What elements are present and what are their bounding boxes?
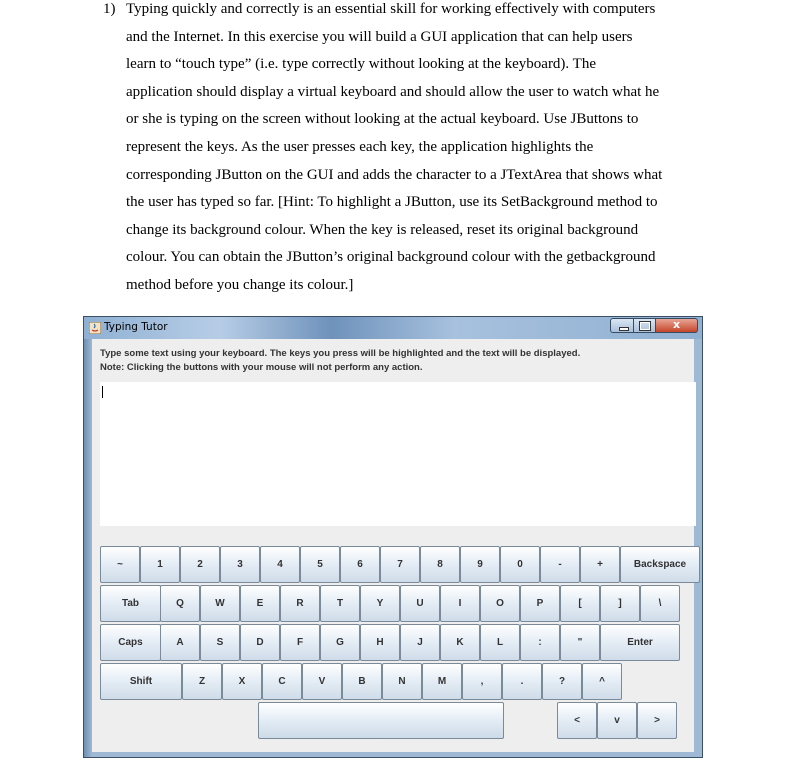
key-period[interactable]: .: [502, 663, 542, 700]
key-enter[interactable]: Enter: [600, 624, 680, 661]
key-k[interactable]: K: [440, 624, 480, 661]
key-minus[interactable]: -: [540, 546, 580, 583]
key-right-bracket[interactable]: ]: [600, 585, 640, 622]
key-8[interactable]: 8: [420, 546, 460, 583]
question-line: change its background colour. When the key is released, reset its original background: [126, 221, 639, 238]
question-line: method before you change its colour.]: [126, 277, 354, 293]
key-colon[interactable]: :: [520, 624, 560, 661]
key-plus[interactable]: +: [580, 546, 620, 583]
question-line: or she is typing on the screen without looking at the actual keyboard. Use JButtons to: [126, 111, 639, 128]
key-tilde[interactable]: ~: [100, 546, 140, 583]
typing-tutor-window: [83, 316, 703, 758]
key-7[interactable]: 7: [380, 546, 420, 583]
question-line: corresponding JButton on the GUI and adds the character to a JTextArea that shows what: [126, 166, 663, 183]
key-left-arrow[interactable]: <: [557, 702, 597, 739]
key-0[interactable]: 0: [500, 546, 540, 583]
key-t[interactable]: T: [320, 585, 360, 622]
key-quote[interactable]: ": [560, 624, 600, 661]
key-2[interactable]: 2: [180, 546, 220, 583]
minimize-button[interactable]: [610, 318, 634, 333]
key-g[interactable]: G: [320, 624, 360, 661]
close-icon: x: [672, 318, 681, 331]
question-line: Typing quickly and correctly is an essential skill for working effectively with computers: [126, 1, 656, 17]
key-a[interactable]: A: [160, 624, 200, 661]
key-l[interactable]: L: [480, 624, 520, 661]
title-bar[interactable]: [84, 317, 702, 339]
key-n[interactable]: N: [382, 663, 422, 700]
key-f[interactable]: F: [280, 624, 320, 661]
key-r[interactable]: R: [280, 585, 320, 622]
note-text: Note: Clicking the buttons with your mouse will not perform any action.: [100, 362, 423, 373]
instruction-text: Type some text using your keyboard. The keys you press will be highlighted and the text will be displayed.: [100, 348, 581, 359]
key-e[interactable]: E: [240, 585, 280, 622]
question-line: learn to “touch type” (i.e. type correctly without looking at the keyboard). The: [126, 56, 596, 73]
key-y[interactable]: Y: [360, 585, 400, 622]
key-backspace[interactable]: Backspace: [620, 546, 700, 583]
window-title: Typing Tutor: [104, 321, 168, 333]
key-b[interactable]: B: [342, 663, 382, 700]
key-p[interactable]: P: [520, 585, 560, 622]
key-w[interactable]: W: [200, 585, 240, 622]
key-z[interactable]: Z: [182, 663, 222, 700]
java-icon: [89, 322, 101, 334]
question-line: the user has typed so far. [Hint: To highlight a JButton, use its SetBackground method to: [126, 194, 658, 211]
key-4[interactable]: 4: [260, 546, 300, 583]
key-i[interactable]: I: [440, 585, 480, 622]
key-left-bracket[interactable]: [: [560, 585, 600, 622]
maximize-button[interactable]: [634, 318, 656, 333]
key-m[interactable]: M: [422, 663, 462, 700]
key-right-arrow[interactable]: >: [637, 702, 677, 739]
question-number: 1): [103, 1, 116, 17]
key-up-arrow[interactable]: ^: [582, 663, 622, 700]
question-line: and the Internet. In this exercise you will build a GUI application that can help users: [126, 28, 633, 45]
key-u[interactable]: U: [400, 585, 440, 622]
question-line: application should display a virtual keyboard and should allow the user to watch what he: [126, 83, 660, 100]
key-shift[interactable]: Shift: [100, 663, 182, 700]
key-down-arrow[interactable]: v: [597, 702, 637, 739]
question-line: colour. You can obtain the JButton’s original background colour with the getbackground: [126, 249, 656, 266]
key-s[interactable]: S: [200, 624, 240, 661]
key-question[interactable]: ?: [542, 663, 582, 700]
key-tab[interactable]: Tab: [100, 585, 161, 622]
text-caret: [102, 386, 103, 398]
key-backslash[interactable]: \: [640, 585, 680, 622]
close-button[interactable]: [656, 318, 698, 333]
key-d[interactable]: D: [240, 624, 280, 661]
window-content: [92, 339, 694, 752]
key-comma[interactable]: ,: [462, 663, 502, 700]
key-h[interactable]: H: [360, 624, 400, 661]
key-5[interactable]: 5: [300, 546, 340, 583]
key-3[interactable]: 3: [220, 546, 260, 583]
key-9[interactable]: 9: [460, 546, 500, 583]
key-o[interactable]: O: [480, 585, 520, 622]
key-1[interactable]: 1: [140, 546, 180, 583]
key-6[interactable]: 6: [340, 546, 380, 583]
question-line: represent the keys. As the user presses each key, the application highlights the: [126, 139, 594, 155]
key-space[interactable]: [258, 702, 504, 739]
key-x[interactable]: X: [222, 663, 262, 700]
key-caps[interactable]: Caps: [100, 624, 161, 661]
key-c[interactable]: C: [262, 663, 302, 700]
typed-text-area[interactable]: [100, 382, 696, 526]
key-q[interactable]: Q: [160, 585, 200, 622]
key-v[interactable]: V: [302, 663, 342, 700]
key-j[interactable]: J: [400, 624, 440, 661]
